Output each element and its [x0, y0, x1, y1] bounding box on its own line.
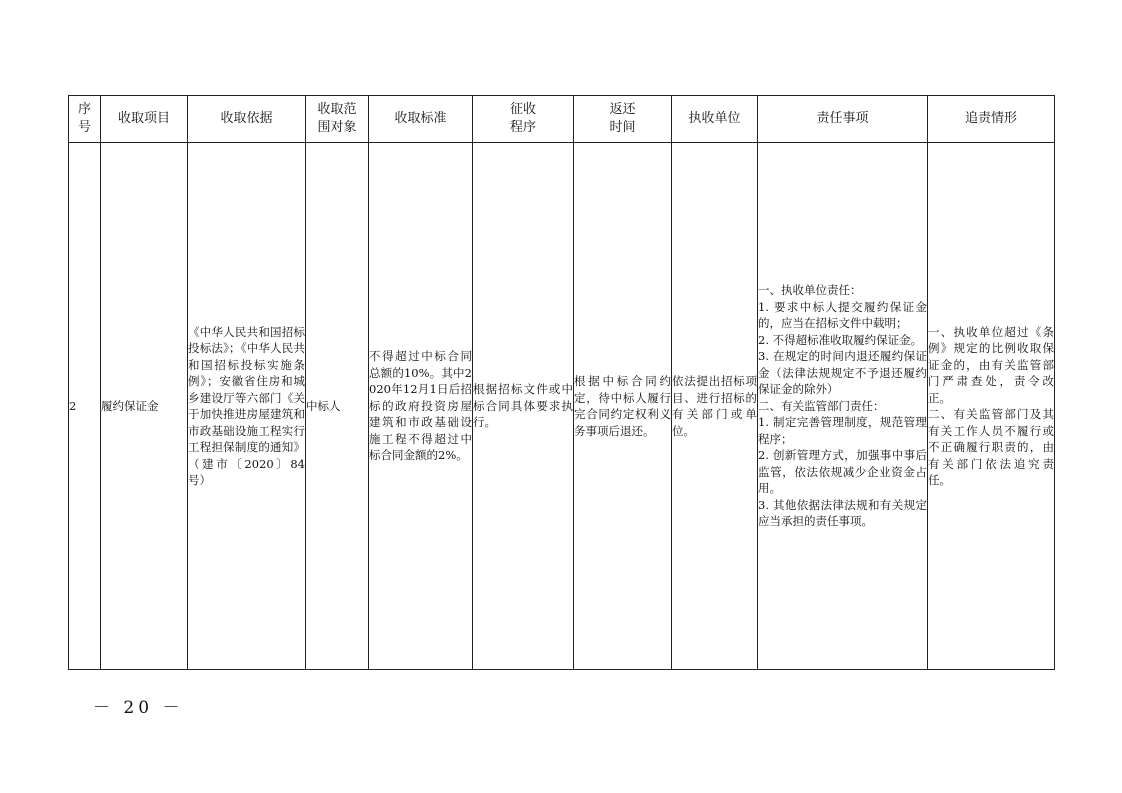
header-basis: 收取依据 — [188, 96, 306, 143]
header-accountability: 追责情形 — [928, 96, 1055, 143]
cell-basis: 《中华人民共和国招标投标法》；《中华人民共和国招标投标实施条例》；安徽省住房和城乡建设厅等六部门《关于加快推进房屋建筑和市政基础设施工程实行工程担保制度的通知》（建市〔2020〕84号） — [188, 143, 306, 670]
header-item: 收取项目 — [101, 96, 188, 143]
header-procedure: 征收 程序 — [473, 96, 574, 143]
header-duty: 责任事项 — [758, 96, 928, 143]
cell-standard: 不得超过中标合同总额的10%。其中2020年12月1日后招标的政府投资房屋建筑和市政基础设施工程不得超过中标合同金额的2%。 — [369, 143, 473, 670]
cell-unit: 依法提出招标项目、进行招标的有关部门或单位。 — [672, 143, 758, 670]
header-row — [69, 96, 1055, 143]
cell-refund: 根据中标合同约定，待中标人履行完合同约定权利义务事项后退还。 — [574, 143, 672, 670]
fee-table — [68, 95, 1055, 670]
header-standard: 收取标准 — [369, 96, 473, 143]
cell-accountability: 一、执收单位超过《条例》规定的比例收取保证金的，由有关监管部门严肃查处，责令改正。 二、有关监管部门及其有关工作人员不履行或不正确履行职责的，由有关部门依法追究责任。 — [928, 143, 1055, 670]
header-seq: 序 号 — [69, 96, 101, 143]
cell-duty: 一、执收单位责任： 1. 要求中标人提交履约保证金的，应当在招标文件中载明； 2. 不得超标准收取履约保证金。 3. 在规定的时间内退还履约保证金（法律法规规定不予退还履约保证金的除外） 二、有关监管部门责任： 1. 制定完善管理制度，规范管理程序； 2. 创新管理方式，加强事中事后监管，依法依规减少企业资金占用。 3. 其他依据法律法规和有关规定应当承担的责任事项。 — [758, 143, 928, 670]
table-row — [69, 143, 1055, 670]
cell-item: 履约保证金 — [101, 143, 188, 670]
cell-procedure: 根据招标文件或中标合同具体要求执行。 — [473, 143, 574, 670]
page-number: － 20 － — [93, 698, 184, 718]
cell-seq: 2 — [69, 143, 101, 670]
cell-scope: 中标人 — [306, 143, 369, 670]
header-refund: 返还 时间 — [574, 96, 672, 143]
header-unit: 执收单位 — [672, 96, 758, 143]
header-scope: 收取范 围对象 — [306, 96, 369, 143]
